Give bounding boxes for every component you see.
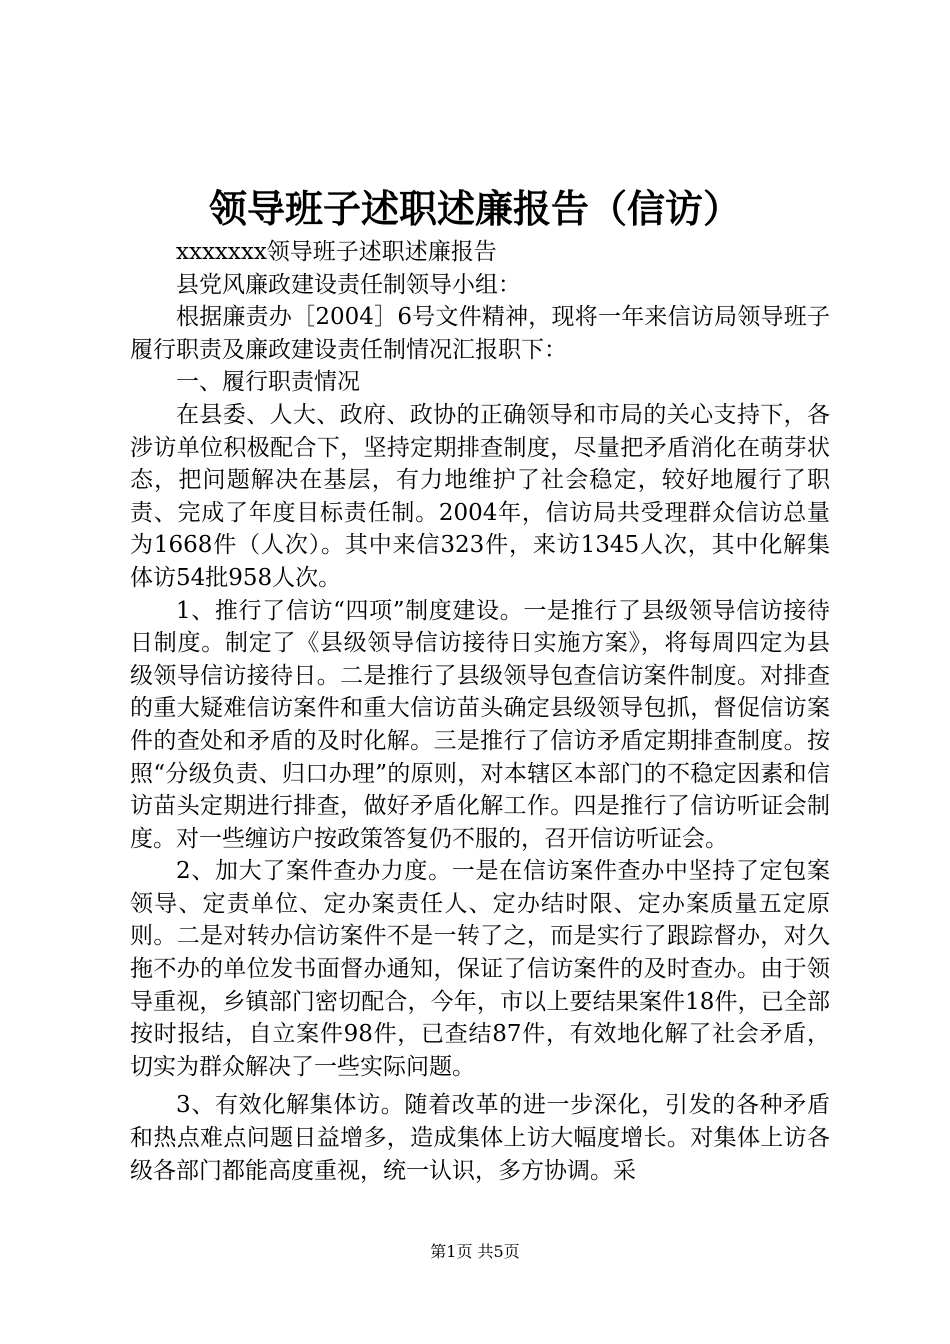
body-paragraph-item-1: 1、推行了信访“四项”制度建设。一是推行了县级领导信访接待日制度。制定了《县级领导信访接待日实施方案》，将每周四定为县级领导信访接待日。二是推行了县级领导包查信访案件制度。对排查的重大疑难信访案件和重大信访苗头确定县级领导包抓，督促信访案件的查处和矛盾的及时化解。三是推行了信访矛盾定期排查制度。按照“分级负责、归口办理”的原则，对本辖区本部门的不稳定因素和信访苗头定期进行排查，做好矛盾化解工作。四是推行了信访听证会制度。对一些缠访户按政策答复仍不服的，召开信访听证会。 bbox=[130, 597, 830, 852]
intro-paragraph: 根据廉责办［2004］6号文件精神，现将一年来信访局领导班子履行职责及廉政建设责任制情况汇报职下： bbox=[130, 304, 830, 363]
page-footer: 第1页 共5页 bbox=[430, 1242, 520, 1261]
body-paragraph-item-2: 2、加大了案件查办力度。一是在信访案件查办中坚持了定包案领导、定责单位、定办案责任人、定办结时限、定办案质量五定原则。二是对转办信访案件不是一转了之，而是实行了跟踪督办，对久拖不办的单位发书面督办通知，保证了信访案件的及时查办。由于领导重视，乡镇部门密切配合，今年，市以上要结果案件18件，已全部按时报结，自立案件98件，已查结87件，有效地化解了社会矛盾，切实为群众解决了一些实际问题。 bbox=[130, 858, 830, 1080]
document-title: 领导班子述职述廉报告（信访） bbox=[208, 186, 741, 231]
body-paragraph-summary: 在县委、人大、政府、政协的正确领导和市局的关心支持下，各涉访单位积极配合下，坚持定期排查制度，尽量把矛盾消化在萌芽状态，把问题解决在基层，有力地维护了社会稳定，较好地履行了职责、完成了年度目标责任制。2004年，信访局共受理群众信访总量为1668件（人次）。其中来信323件，来访1345人次，其中化解集体访54批958人次。 bbox=[130, 401, 830, 591]
document-body bbox=[130, 236, 830, 1187]
section-heading: 一、履行职责情况 bbox=[176, 369, 360, 396]
body-paragraph-item-3: 3、有效化解集体访。随着改革的进一步深化，引发的各种矛盾和热点难点问题日益增多，造成集体上访大幅度增长。对集体上访各级各部门都能高度重视，统一认识，多方协调。采 bbox=[130, 1092, 830, 1184]
report-subtitle: xxxxxxx领导班子述职述廉报告 bbox=[176, 239, 497, 265]
salutation: 县党风廉政建设责任制领导小组： bbox=[176, 271, 521, 298]
